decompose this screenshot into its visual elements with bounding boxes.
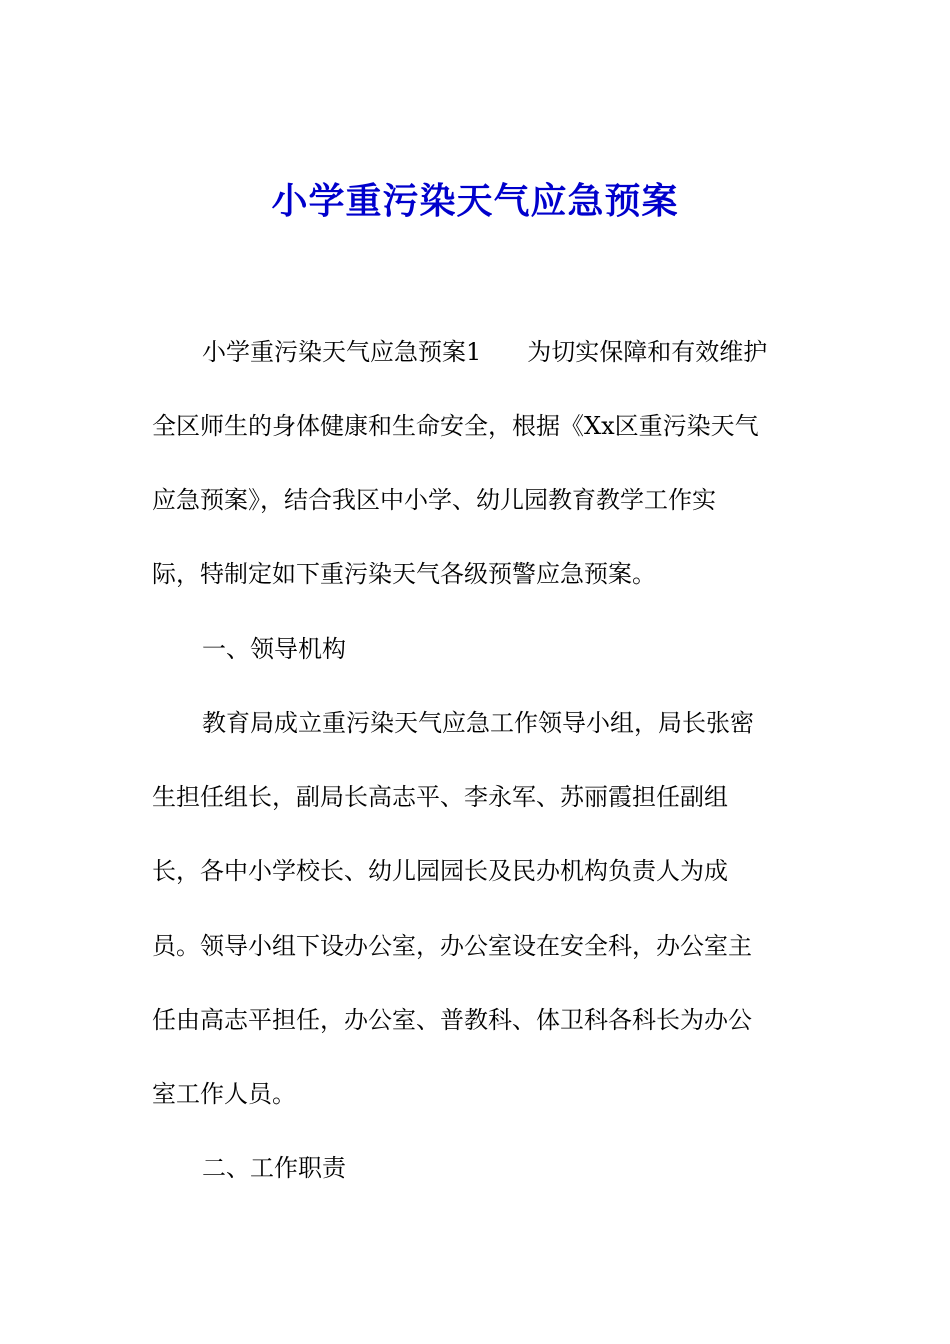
paragraph-line: 生担任组长，副局长高志平、李永军、苏丽霞担任副组	[152, 783, 728, 811]
section-heading: 二、工作职责	[202, 1154, 346, 1182]
paragraph-line: 应急预案》，结合我区中小学、幼儿园教育教学工作实	[152, 486, 716, 514]
paragraph-text: 为切实保障和有效维护	[527, 338, 768, 366]
paragraph-line: 任由高志平担任，办公室、普教科、体卫科各科长为办公	[152, 1006, 752, 1034]
paragraph-line: 教育局成立重污染天气应急工作领导小组，局长张密	[202, 709, 754, 737]
paragraph-line: 际，特制定如下重污染天气各级预警应急预案。	[152, 560, 656, 588]
intro-heading: 小学重污染天气应急预案1	[202, 338, 482, 366]
paragraph-line	[202, 335, 767, 369]
document-title: 小学重污染天气应急预案	[271, 180, 679, 222]
section-heading: 一、领导机构	[202, 635, 346, 663]
paragraph-line: 全区师生的身体健康和生命安全，根据《Xx区重污染天气	[152, 412, 759, 440]
paragraph-line: 员。领导小组下设办公室，办公室设在安全科，办公室主	[152, 932, 752, 960]
paragraph-line: 室工作人员。	[152, 1080, 296, 1108]
paragraph-line: 长，各中小学校长、幼儿园园长及民办机构负责人为成	[152, 857, 728, 885]
